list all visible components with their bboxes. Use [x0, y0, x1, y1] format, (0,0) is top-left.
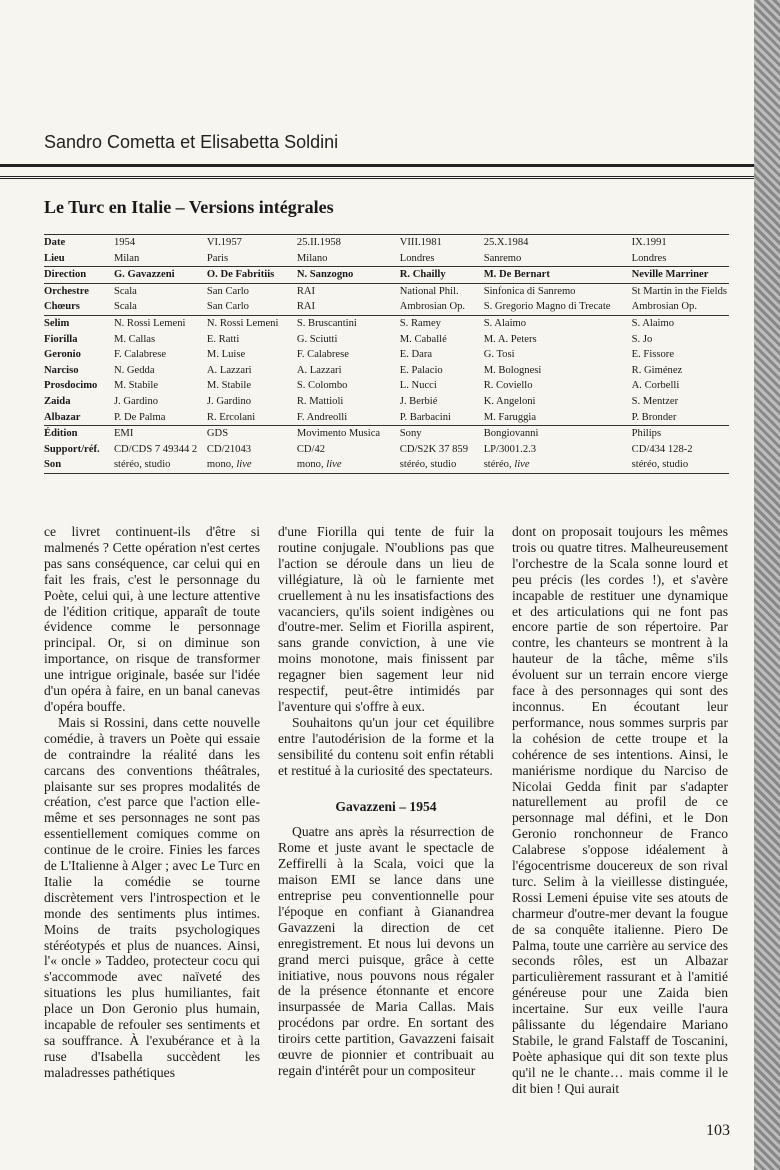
row-label: Zaida	[44, 395, 71, 407]
table-cell: R. Giménez	[631, 364, 683, 376]
row-label: Son	[44, 457, 114, 473]
page-edge-pattern	[754, 0, 780, 1170]
table-cell: E. Dara	[399, 349, 433, 361]
table-cell: Neville Marriner	[632, 267, 729, 284]
running-header-author: Sandro Cometta et Elisabetta Soldini	[44, 132, 339, 152]
table-cell: M. Callas	[113, 333, 156, 345]
table-cell: stéréo, studio	[632, 457, 729, 473]
table-cell: 25.X.1984	[484, 235, 632, 251]
table-cell: S. Ramey	[399, 317, 441, 329]
paragraph: d'une Fiorilla qui tente de fuir la routine conjugale. N'oublions pas que l'action se déroule dans un lieu de villégiature, là où le farniente met cruellement à nu les insatisfactions des vacanciers, qu'ils soient indigènes ou d'outre-mer. Selim et Fiorilla aspirent, sans grande conviction, à une vie moins monotone, mais finissent par regagner bien sagement leur nid respectif, peut-être intimidés par l'aventure qui s'offre à eux.	[278, 524, 494, 714]
table-cell: Sinfonica di Sanremo	[483, 285, 576, 297]
table-cell: CD/434 128-2	[631, 443, 693, 455]
table-cell: M. Stabile	[206, 380, 252, 392]
table-cell: RAI	[297, 299, 400, 315]
table-cell: 25.II.1958	[297, 235, 400, 251]
table-row	[44, 410, 729, 426]
row-label: Direction	[44, 267, 114, 284]
table-cell: GDS	[206, 428, 229, 440]
paragraph: Souhaitons qu'un jour cet équilibre entre l'autodérision de la forme et la sensibilité du contenu soit enfin rétabli et restitué à la curiosité des spectateurs.	[278, 714, 494, 778]
table-cell: Movimento Musica	[296, 428, 381, 440]
table-cell: San Carlo	[206, 285, 249, 297]
table-cell: S. Colombo	[296, 380, 348, 392]
row-label: Support/réf.	[44, 443, 100, 455]
table-cell: R. Coviello	[483, 380, 533, 392]
table-cell: 1954	[114, 235, 207, 251]
table-cell: R. Chailly	[400, 267, 484, 284]
table-cell: Ambrosian Op.	[400, 299, 484, 315]
row-label: Fiorilla	[44, 333, 78, 345]
table-cell: N. Rossi Lemeni	[206, 317, 279, 329]
table-row	[44, 315, 729, 331]
paragraph: dont on proposait toujours les mêmes trois ou quatre titres. Malheureusement l'orchestre de la Scala sonne lourd et peu précis (les cordes !), et s'avère incapable de restituer une dynamique et des articulations qui ne font pas encore partie de son répertoire. Par contre, les chanteurs se montrent à la hauteur de la tâche, même s'ils évoluent sur un terrain encore vierge face à des personnages qui sont des inconnus. En écoutant leur performance, nous sommes surpris par la cohésion de cette troupe et la cohérence de ses intentions. Ainsi, le maniérisme nordique du Narciso de Nicolai Gedda finit par s'adapter naturellement au profil de ce personnage mal défini, et le Don Geronio ronchonneur de Franco Calabrese s'oppose idéalement à l'égocentrisme doucereux de son rival turc. Selim à la vieillesse distinguée, Rossi Lemeni épuise vite ses atouts de charmeur d'outre-mer devant la fougue de sa conquête italienne. Piero De Palma, toute une carrière au service des seconds rôles, est un Albazar particulièrement rassurant et à l'amitié généreuse pour une Zaida bien incertaine. Sur eux veille l'aura pâlissante du légendaire Mariano Stabile, le grand Falstaff de Toscanini, Poète aphasique qui dit son texte plus qu'il ne le chante… mais comme il le dit bien ! Qui aurait	[512, 524, 728, 1096]
table-cell: P. Bronder	[632, 410, 729, 426]
table-cell: Milan	[114, 251, 207, 267]
text-column-3	[512, 524, 728, 1097]
table-cell: M. Bolognesi	[483, 364, 542, 376]
table-cell: CD/42	[296, 443, 326, 455]
table-cell: R. Ercolani	[207, 410, 297, 426]
table-cell: CD/CDS 7 49344 2	[113, 443, 198, 455]
table-cell: CD/S2K 37 859	[399, 443, 469, 455]
table-cell: VI.1957	[207, 235, 297, 251]
row-label: Chœurs	[44, 299, 114, 315]
table-cell: M. Stabile	[113, 380, 159, 392]
table-row	[44, 283, 729, 299]
table-row	[44, 347, 729, 363]
table-cell: VIII.1981	[400, 235, 484, 251]
table-cell: M. De Bernart	[484, 267, 632, 284]
table-cell: J. Berbié	[399, 395, 438, 407]
table-cell: N. Rossi Lemeni	[113, 317, 186, 329]
table-cell: Londres	[632, 251, 729, 267]
table-cell: A. Lazzari	[206, 364, 252, 376]
table-cell: Philips	[631, 428, 662, 440]
table-cell: National Phil.	[399, 285, 459, 297]
paragraph: Mais si Rossini, dans cette nouvelle comédie, à travers un Poète qui essaie de contraindre la réalité dans les carcans des conventions théâtrales, plaisante sur ses propres modalités de création, c'est parce que l'action elle-même et ses personnages ne sont pas essentiellement comiques comme on continue de le croire. Finies les farces de L'Italienne à Alger ; avec Le Turc en Italie la comédie se tourne discrètement vers l'introspection et le monde des sentiments plus intimes. Moins de traits psychologiques stéréotypés et plus de nuances. Ainsi, l'« oncle » Taddeo, protecteur cocu qui s'accommode avec naïveté des situations les plus humiliantes, fait place un Don Geronio plus humain, incapable de refouler ses sentiments et sa souffrance. À l'exubérance et à la ruse d'Isabella succèdent les maladresses pathétiques	[44, 714, 260, 1080]
table-cell: O. De Fabritiis	[207, 267, 297, 284]
table-row	[44, 457, 729, 473]
table-cell: IX.1991	[632, 235, 729, 251]
table-cell: L. Nucci	[399, 380, 437, 392]
row-label: Prosdocimo	[44, 380, 98, 392]
table-cell: Scala	[114, 299, 207, 315]
table-cell: S. Gregorio Magno di Trecate	[484, 299, 632, 315]
table-cell: G. Sciutti	[296, 333, 338, 345]
versions-table	[44, 234, 729, 474]
row-label: Orchestre	[44, 285, 89, 297]
table-row	[44, 251, 729, 267]
header-rule-thin	[0, 178, 754, 179]
table-cell: N. Gedda	[113, 364, 155, 376]
table-cell: F. Calabrese	[296, 349, 349, 361]
table-cell: mono, live	[207, 457, 297, 473]
table-cell: J. Gardino	[206, 395, 252, 407]
page-number: 103	[706, 1122, 730, 1139]
table-cell: San Carlo	[207, 299, 297, 315]
table-cell: Paris	[207, 251, 297, 267]
table-row	[44, 426, 729, 442]
table-row	[44, 235, 729, 251]
table-cell: stéréo, live	[484, 457, 632, 473]
table-cell: CD/21043	[206, 443, 252, 455]
table-cell: G. Tosi	[483, 349, 515, 361]
paragraph: Quatre ans après la résurrection de Rome et juste avant le spectacle de Zeffirelli à la Scala, voici que la maison EMI se lance dans une entreprise peu conventionnelle pour l'époque en confiant à Gianandrea Gavazzeni la direction de cet enregistrement. Et nous lui devons un grand merci puisque, grâce à cette initiative, nous pouvons nous régaler de la présence étonnante et encore insurpassée de Maria Callas. Mais procédons par ordre. En sortant des tiroirs cette partition, Gavazzeni faisait œuvre de pionnier et contribuait au regain d'intérêt pour un compositeur	[278, 824, 494, 1078]
table-cell: E. Ratti	[206, 333, 240, 345]
table-cell: N. Sanzogno	[297, 267, 400, 284]
table-title: Le Turc en Italie – Versions intégrales	[44, 197, 334, 217]
paragraph: ce livret continuent-ils d'être si malmenés ? Cette opération n'est certes pas sans conséquence, car celui qui en fait les frais, c'est le personnage du Poète, celui qui, à une lecture attentive de l'édition critique, apparaît de toute évidence comme le personnage principal. Or, si on diminue son importance, on risque de transformer une intrigue originale, basée sur l'idée d'un opéra à faire, en un banal canevas d'opéra bouffe.	[44, 524, 260, 714]
table-cell: S. Mentzer	[631, 395, 679, 407]
table-cell: Sanremo	[484, 251, 632, 267]
table-cell: mono, live	[297, 457, 400, 473]
table-cell: S. Jo	[631, 333, 653, 345]
table-row	[44, 378, 729, 394]
table-cell: S. Alaimo	[631, 317, 675, 329]
table-cell: Ambrosian Op.	[632, 299, 729, 315]
table-cell: Bongiovanni	[483, 428, 539, 440]
table-cell: Scala	[113, 285, 137, 297]
table-cell: LP/3001.2.3	[483, 443, 537, 455]
table-row	[44, 299, 729, 315]
table-cell: G. Gavazzeni	[114, 267, 207, 284]
table-row	[44, 394, 729, 410]
table-cell: E. Palacio	[399, 364, 443, 376]
table-cell: A. Lazzari	[296, 364, 342, 376]
table-cell: Milano	[297, 251, 400, 267]
table-row	[44, 442, 729, 458]
table-cell: J. Gardino	[113, 395, 159, 407]
table-cell: M. Caballé	[399, 333, 447, 345]
table-row	[44, 332, 729, 348]
row-label: Édition	[44, 428, 78, 440]
table-cell: F. Calabrese	[113, 349, 167, 361]
table-cell: St Martin in the Fields	[631, 285, 727, 297]
table-cell: stéréo, studio	[114, 457, 207, 473]
text-column-1	[44, 524, 260, 1081]
table-cell: EMI	[113, 428, 134, 440]
table-cell: stéréo, studio	[400, 457, 484, 473]
table-cell: A. Corbelli	[631, 380, 680, 392]
table-cell: S. Bruscantini	[296, 317, 357, 329]
row-label: Albazar	[44, 410, 114, 426]
table-cell: Londres	[400, 251, 484, 267]
table-cell: P. Barbacini	[400, 410, 484, 426]
row-label: Date	[44, 235, 114, 251]
table-cell: E. Fissore	[631, 349, 675, 361]
table-row	[44, 363, 729, 379]
table-cell: M. A. Peters	[483, 333, 537, 345]
table-cell: M. Luise	[206, 349, 246, 361]
row-label: Lieu	[44, 251, 114, 267]
table-cell: RAI	[296, 285, 316, 297]
header-rule	[0, 164, 754, 177]
table-cell: P. De Palma	[114, 410, 207, 426]
table-cell: S. Alaimo	[483, 317, 527, 329]
row-label: Geronio	[44, 349, 81, 361]
row-label: Narciso	[44, 364, 79, 376]
table-cell: R. Mattioli	[296, 395, 344, 407]
section-heading: Gavazzeni – 1954	[335, 798, 437, 814]
table-cell: Sony	[399, 428, 422, 440]
table-cell: F. Andreolli	[297, 410, 400, 426]
row-label: Selim	[44, 317, 70, 329]
text-column-2	[278, 524, 494, 1079]
table-cell: K. Angeloni	[483, 395, 536, 407]
table-cell: M. Faruggia	[484, 410, 632, 426]
table-row	[44, 267, 729, 284]
